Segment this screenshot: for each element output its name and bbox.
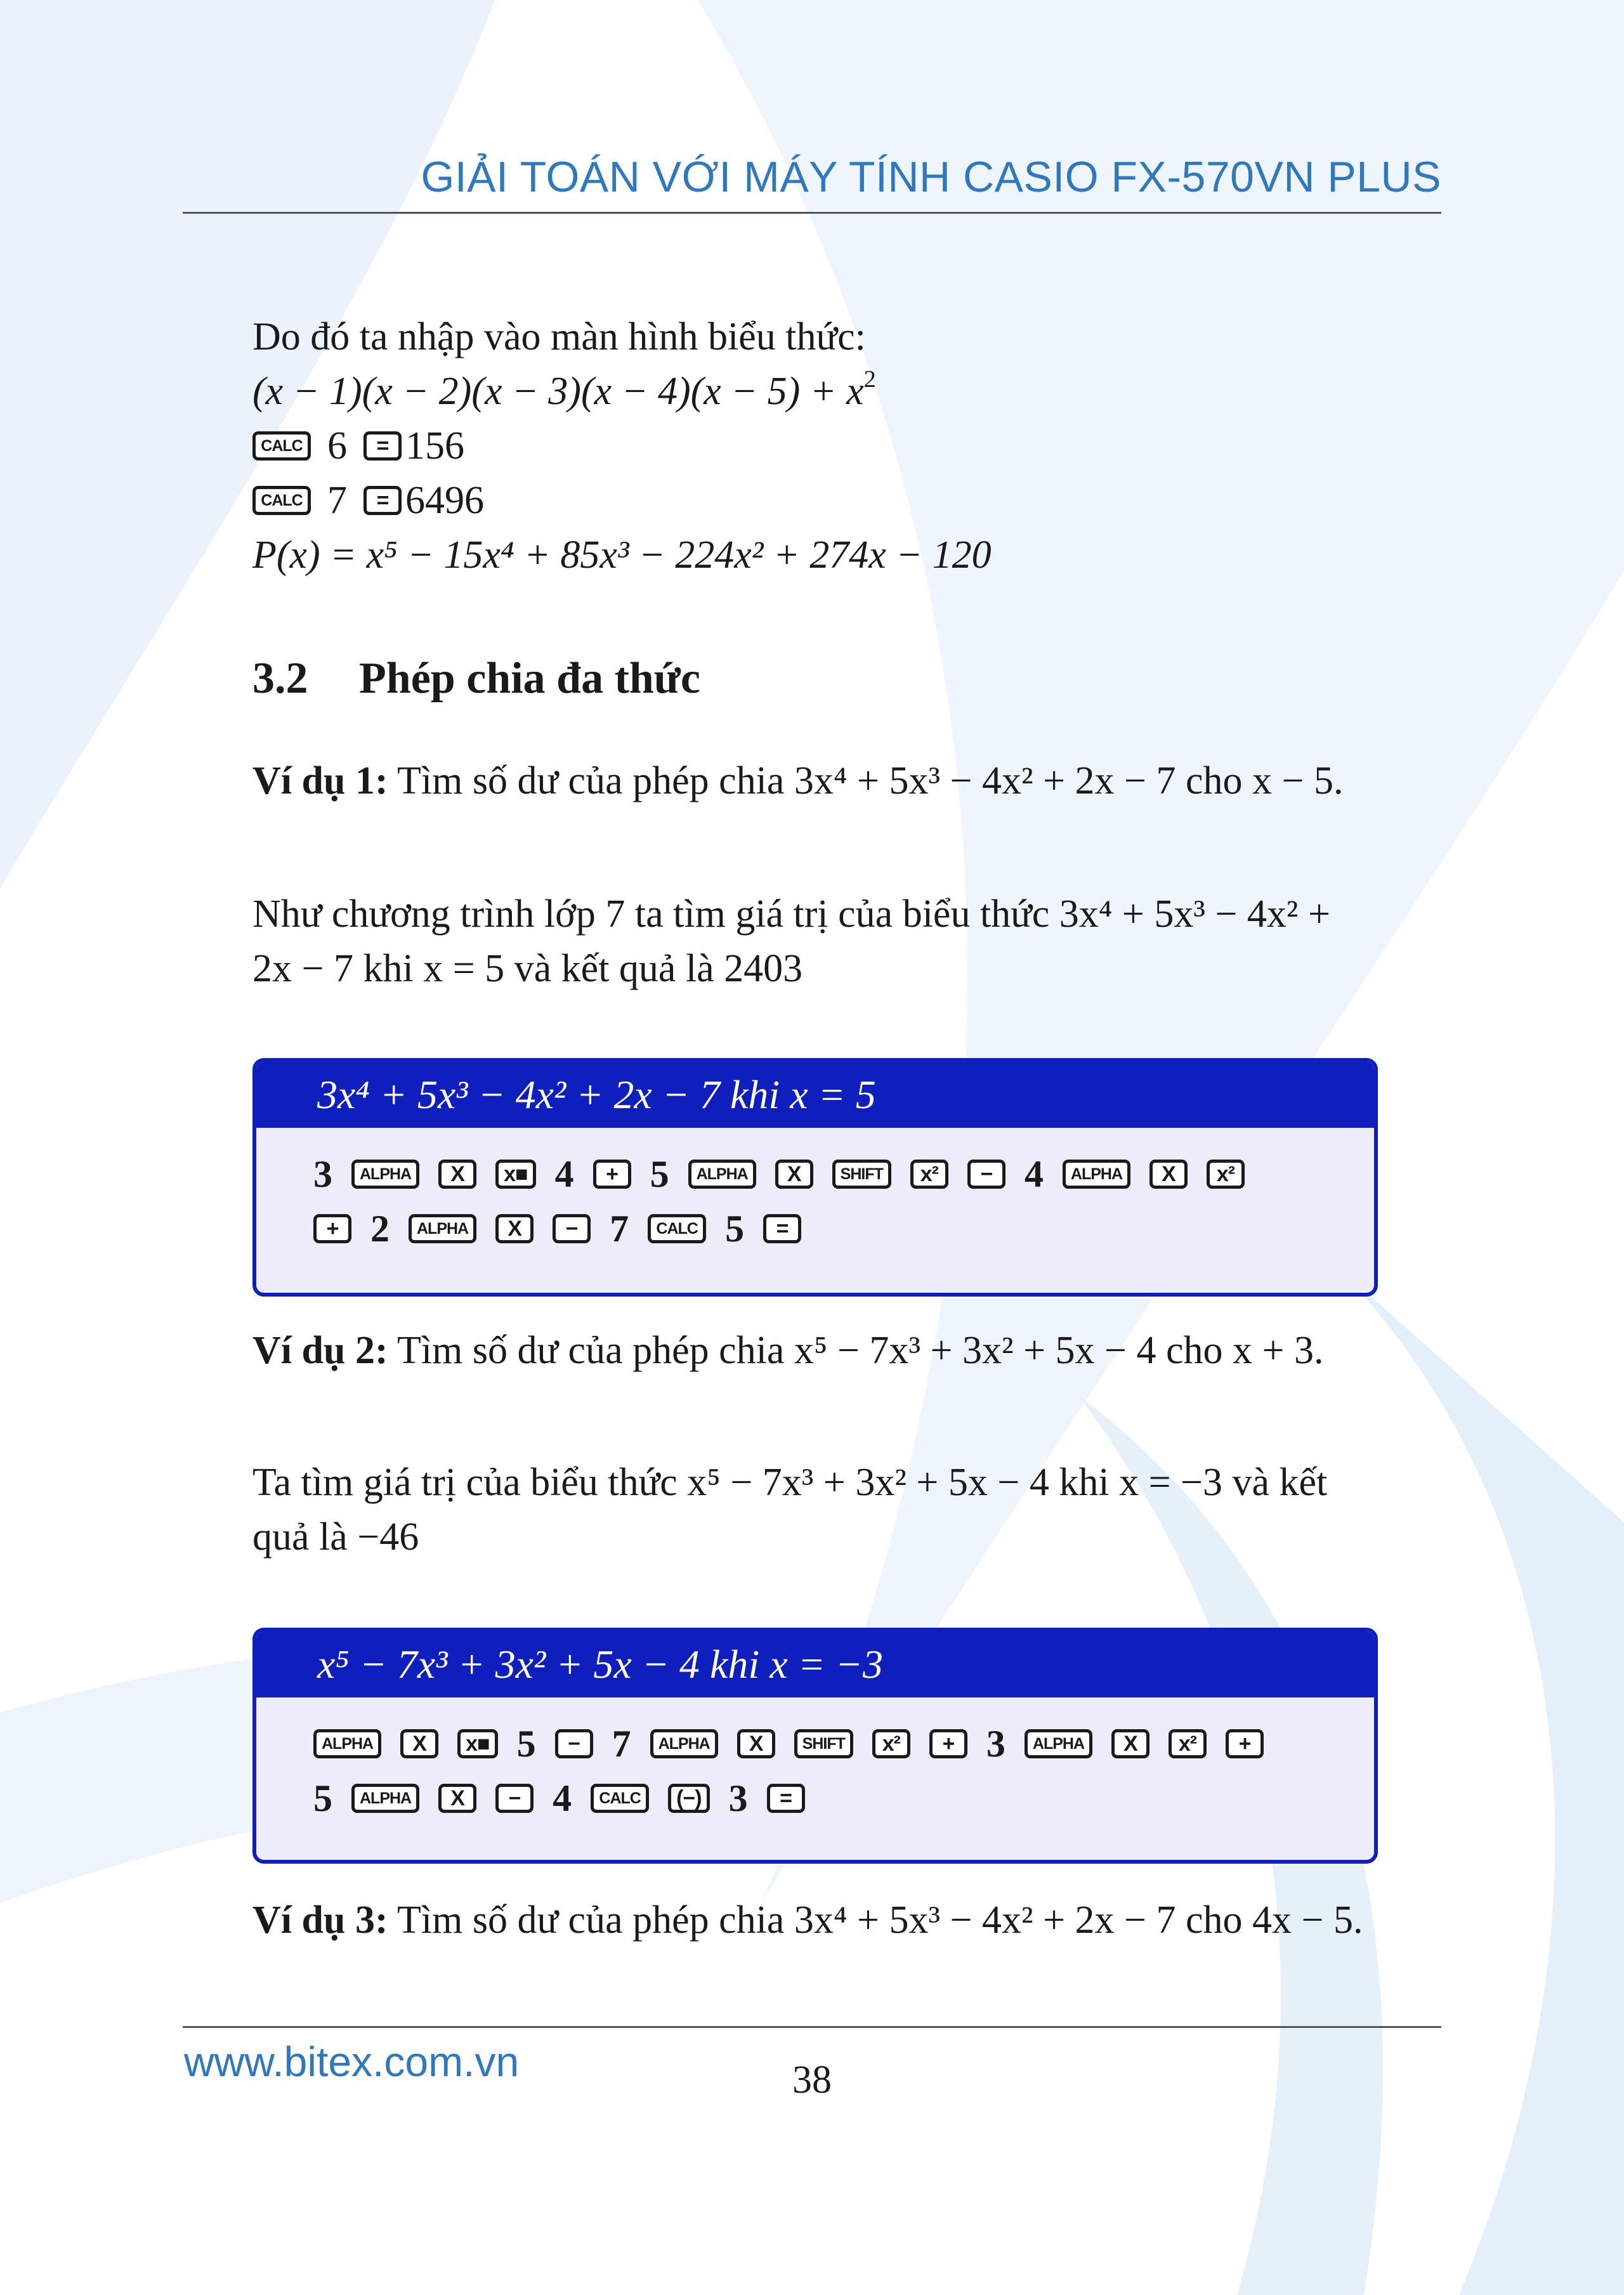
keystroke-row	[313, 1716, 1336, 1771]
calc-key-icon: CALC	[252, 486, 311, 515]
plus-key-icon: +	[1226, 1729, 1264, 1758]
calc-row-2	[252, 473, 1375, 528]
footer-url: www.bitex.com.vn	[184, 2038, 520, 2085]
example-1	[252, 754, 1375, 808]
shift-key-icon: SHIFT	[794, 1729, 853, 1758]
keystroke-digit: 3	[313, 1153, 332, 1195]
keystroke-digit: 4	[1024, 1153, 1044, 1195]
equals-key-icon: =	[363, 431, 402, 461]
square-key-icon: x²	[1207, 1160, 1245, 1189]
example-2-keystroke-box	[252, 1628, 1378, 1864]
keystroke-digit: 5	[516, 1722, 536, 1765]
page-number: 38	[792, 2058, 832, 2102]
equals-key-icon: =	[767, 1784, 805, 1813]
minus-key-icon: −	[555, 1729, 593, 1758]
keystroke-digit: 5	[725, 1207, 745, 1250]
header-rule	[183, 212, 1441, 214]
x-key-icon: X	[400, 1729, 438, 1758]
square-key-icon: x²	[872, 1729, 910, 1758]
keystroke-digit: 5	[313, 1777, 332, 1819]
footer-rule	[183, 2026, 1441, 2028]
minus-key-icon: −	[967, 1160, 1005, 1189]
x-key-icon: X	[775, 1160, 813, 1189]
example-text: Tìm số dư của phép chia 3x⁴ + 5x³ − 4x² + 2x − 7 cho 4x − 5.	[397, 1899, 1363, 1942]
x-key-icon: X	[438, 1784, 476, 1813]
example-text: Tìm số dư của phép chia 3x⁴ + 5x³ − 4x² + 2x − 7 cho x − 5.	[397, 759, 1344, 802]
section-number: 3.2	[252, 654, 308, 703]
equals-key-icon: =	[363, 486, 402, 515]
square-key-icon: x²	[1169, 1729, 1207, 1758]
alpha-key-icon: ALPHA	[1025, 1729, 1092, 1758]
calc-key-icon: CALC	[591, 1784, 649, 1813]
alpha-key-icon: ALPHA	[351, 1784, 419, 1813]
intro-text: Do đó ta nhập vào màn hình biểu thức:	[252, 315, 866, 358]
shift-key-icon: SHIFT	[832, 1160, 891, 1189]
negative-key-icon: (−)	[668, 1784, 710, 1813]
keystroke-digit: 3	[728, 1777, 748, 1819]
x-key-icon: X	[737, 1729, 775, 1758]
plus-key-icon: +	[929, 1729, 967, 1758]
alpha-key-icon: ALPHA	[688, 1160, 756, 1189]
section-heading	[252, 653, 700, 704]
alpha-key-icon: ALPHA	[1063, 1160, 1130, 1189]
calc-result: 156	[405, 424, 464, 468]
keystroke-digit: 3	[986, 1722, 1005, 1765]
x-key-icon: X	[495, 1214, 534, 1243]
plus-key-icon: +	[593, 1160, 631, 1189]
example-text: Tìm số dư của phép chia x⁵ − 7x³ + 3x² + 5x − 4 cho x + 3.	[397, 1329, 1324, 1372]
keystroke-digit: 4	[554, 1153, 574, 1195]
keystroke-digit: 2	[370, 1207, 390, 1250]
box-title: x⁵ − 7x³ + 3x² + 5x − 4 khi x = −3	[256, 1631, 1374, 1697]
keystroke-row	[313, 1201, 1336, 1256]
intro-expression: $(x - 1)(x - 2)(x - 3)(x - 4)(x - 5) + x^2$	[252, 366, 876, 413]
header-title: GIẢI TOÁN VỚI MÁY TÍNH CASIO FX-570VN PLUS	[421, 153, 1441, 201]
example-2	[252, 1323, 1375, 1378]
example-1-explanation: Như chương trình lớp 7 ta tìm giá trị của biểu thức 3x⁴ + 5x³ − 4x² + 2x − 7 khi x = 5 và kết quả là 2403	[252, 893, 1330, 990]
power-key-icon: x■	[495, 1160, 535, 1189]
plus-key-icon: +	[313, 1214, 351, 1243]
calc-result: 6496	[405, 479, 484, 522]
intro-block	[252, 310, 1375, 582]
example-1-keystroke-box	[252, 1058, 1378, 1297]
section-title: Phép chia đa thức	[359, 654, 700, 703]
power-key-icon: x■	[457, 1729, 497, 1758]
alpha-key-icon: ALPHA	[351, 1160, 419, 1189]
polynomial-result: P(x) = x⁵ − 15x⁴ + 85x³ − 224x² + 274x − 120	[252, 533, 992, 577]
keystroke-row	[313, 1147, 1336, 1201]
calc-row-1	[252, 419, 1375, 473]
example-label: Ví dụ 3:	[252, 1899, 388, 1942]
keystroke-digit: 4	[553, 1777, 572, 1819]
alpha-key-icon: ALPHA	[313, 1729, 381, 1758]
box-title: 3x⁴ + 5x³ − 4x² + 2x − 7 khi x = 5	[256, 1062, 1374, 1128]
keystroke-digit: 7	[612, 1722, 631, 1765]
alpha-key-icon: ALPHA	[650, 1729, 718, 1758]
x-key-icon: X	[1111, 1729, 1149, 1758]
example-label: Ví dụ 2:	[252, 1329, 388, 1372]
calc-key-icon: CALC	[252, 431, 311, 461]
calc-input: 7	[327, 479, 347, 522]
example-3	[252, 1893, 1375, 1947]
minus-key-icon: −	[495, 1784, 534, 1813]
keystroke-digit: 5	[650, 1153, 669, 1195]
keystroke-row	[313, 1771, 1336, 1826]
calc-key-icon: CALC	[648, 1214, 706, 1243]
minus-key-icon: −	[553, 1214, 591, 1243]
x-key-icon: X	[1149, 1160, 1188, 1189]
example-label: Ví dụ 1:	[252, 759, 388, 802]
example-2-explanation: Ta tìm giá trị của biểu thức x⁵ − 7x³ + 3x² + 5x − 4 khi x = −3 và kết quả là −46	[252, 1461, 1328, 1559]
keystroke-digit: 7	[610, 1207, 629, 1250]
equals-key-icon: =	[763, 1214, 801, 1243]
square-key-icon: x²	[910, 1160, 948, 1189]
alpha-key-icon: ALPHA	[409, 1214, 476, 1243]
x-key-icon: X	[438, 1160, 476, 1189]
calc-input: 6	[327, 424, 347, 468]
